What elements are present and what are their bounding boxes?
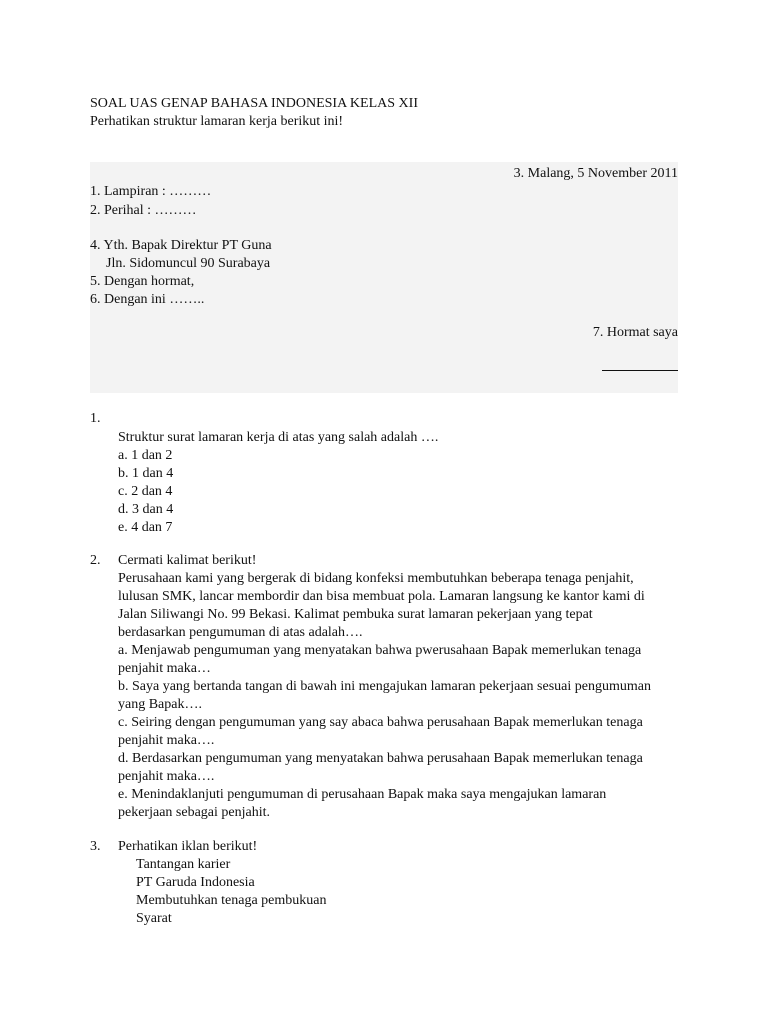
letter-structure <box>90 162 678 393</box>
letter-greeting: 5. Dengan hormat, <box>90 274 195 289</box>
question-passage: Perusahaan kami yang bergerak di bidang konfeksi membutuhkan beberapa tenaga penjahit, lulusan SMK, lancar membordir dan bisa membuat pola. Lamaran langsung ke kantor kami di Jalan Siliwangi No. 99 Bekasi. Kalimat pembuka surat lamaran pekerjaan yang tepat berdasarkan pengumuman di atas adalah…. <box>118 571 645 640</box>
option-a: a. 1 dan 2 <box>118 448 173 463</box>
ad-line: PT Garuda Indonesia <box>136 875 255 890</box>
ad-line: Tantangan karier <box>136 857 231 872</box>
option-b: b. 1 dan 4 <box>118 466 174 481</box>
letter-date: 3. Malang, 5 November 2011 <box>513 166 678 181</box>
question-number: 3. <box>90 839 101 854</box>
page-title: SOAL UAS GENAP BAHASA INDONESIA KELAS XII <box>90 96 418 111</box>
question-stem: Cermati kalimat berikut! <box>118 553 257 568</box>
question-number: 1. <box>90 411 101 426</box>
question-stem: Struktur surat lamaran kerja di atas yang salah adalah …. <box>118 430 439 445</box>
question-number: 2. <box>90 553 101 568</box>
ad-line: Membutuhkan tenaga pembukuan <box>136 893 327 908</box>
letter-opening: 6. Dengan ini …….. <box>90 292 205 307</box>
option-d: d. Berdasarkan pengumuman yang menyatakan bahwa perusahaan Bapak memerlukan tenaga penjahit maka…. <box>118 751 643 784</box>
letter-address: Jln. Sidomuncul 90 Surabaya <box>106 256 271 271</box>
option-c: c. 2 dan 4 <box>118 484 173 499</box>
question-stem: Perhatikan iklan berikut! <box>118 839 258 854</box>
option-e: e. Menindaklanjuti pengumuman di perusahaan Bapak maka saya mengajukan lamaran pekerjaan sebagai penjahit. <box>118 787 607 820</box>
letter-perihal: 2. Perihal : ……… <box>90 203 197 218</box>
letter-closing: 7. Hormat saya <box>592 325 678 340</box>
option-b: b. Saya yang bertanda tangan di bawah ini mengajukan lamaran pekerjaan sesuai pengumuman yang Bapak…. <box>118 679 651 712</box>
letter-recipient: 4. Yth. Bapak Direktur PT Guna <box>90 238 272 253</box>
signature-line <box>602 370 678 371</box>
option-e: e. 4 dan 7 <box>118 520 173 535</box>
letter-lampiran: 1. Lampiran : ……… <box>90 184 212 199</box>
option-c: c. Seiring dengan pengumuman yang say abaca bahwa perusahaan Bapak memerlukan tenaga penjahit maka…. <box>118 715 643 748</box>
option-d: d. 3 dan 4 <box>118 502 174 517</box>
instruction-text: Perhatikan struktur lamaran kerja berikut ini! <box>90 114 344 129</box>
ad-line: Syarat <box>136 911 172 926</box>
option-a: a. Menjawab pengumuman yang menyatakan bahwa pwerusahaan Bapak memerlukan tenaga penjahit maka… <box>118 643 642 676</box>
